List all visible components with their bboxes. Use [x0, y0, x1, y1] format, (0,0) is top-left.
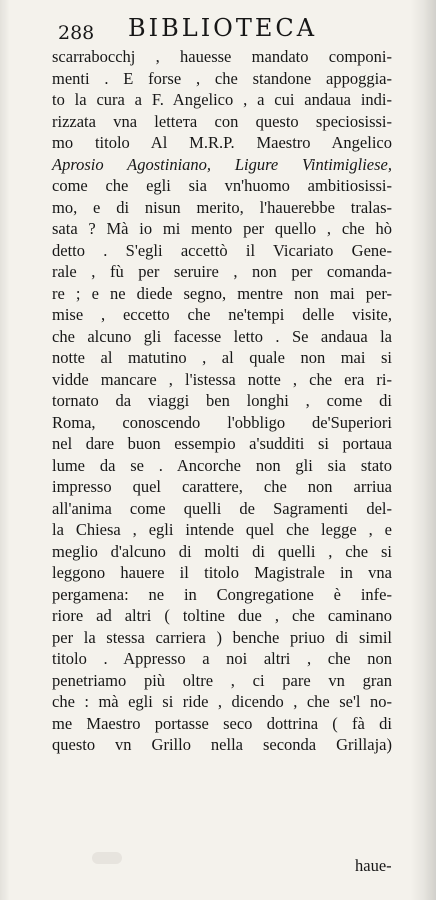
page-number: 288: [58, 22, 95, 44]
text-line: tornato da viaggi ben longhi , come di: [52, 391, 392, 410]
text-line: to la cura a F. Angelico , a cui andaua indi-: [52, 90, 392, 109]
text-line: questo vn Grillo nella seconda Grillaja): [52, 735, 392, 754]
text-line: vidde mancare , l'istessa notte , che era ri-: [52, 369, 392, 389]
text-line: lume da se . Ancorche non gli sia stato: [52, 455, 392, 475]
page-header: [58, 14, 398, 44]
catchword: haue-: [355, 856, 392, 875]
text-line: notte al matutino , al quale non mai si: [52, 348, 392, 367]
text-line: mise , eccetto che ne'tempi delle visite,: [52, 305, 392, 324]
text-line: mo, e di nisun merito, l'hauerebbe tralas-: [52, 197, 392, 217]
text-line: penetriamo più oltre , ci pare vn gran: [52, 670, 392, 690]
text-line: Aprosio Agostiniano, Ligure Vintimigliese,: [52, 154, 392, 174]
text-line: sata ? Mà io mi mento per quello , che hò: [52, 219, 392, 238]
text-line: nel dare buon essempio a'sudditi si portaua: [52, 434, 392, 453]
text-line: riore ad altri ( toltine due , che caminano: [52, 606, 392, 625]
ink-smudge: [92, 852, 122, 864]
gutter-shadow: [410, 0, 436, 900]
text-line: che alcuno gli facesse letto . Se andaua la: [52, 326, 392, 346]
text-line: me Maestro portasse seco dottrina ( fà di: [52, 713, 392, 733]
text-line: all'anima come quelli de Sagramenti del-: [52, 498, 392, 518]
text-line: per la stessa carriera ) benche priuo di simil: [52, 627, 392, 647]
page-left-edge: [0, 0, 10, 900]
text-line: detto . S'egli accettò il Vicariato Gene-: [52, 240, 392, 260]
text-line: rale , fù per seruire , non per comanda-: [52, 262, 392, 281]
text-line: leggono hauere il titolo Magistrale in vna: [52, 563, 392, 582]
body-text: [52, 46, 392, 756]
text-line: titolo . Appresso a noi altri , che non: [52, 649, 392, 668]
text-line: rizzata vna letteтa con questo speciosissi-: [52, 111, 392, 131]
text-line: impresso quel carattere, che non arriua: [52, 477, 392, 496]
text-line: la Chiesa , egli intende quel che legge , e: [52, 520, 392, 539]
text-line: re ; e ne diede segno, mentre non mai per-: [52, 283, 392, 303]
text-line: come che egli sia vn'huomo ambitiosissi-: [52, 176, 392, 195]
text-line: pergamena: ne in Congregatione è infe-: [52, 584, 392, 604]
text-line: scarrabocchj , hauesse mandato componi-: [52, 47, 392, 66]
text-line: menti . E forse , che standone appoggia-: [52, 68, 392, 88]
text-line: che : mà egli si ride , dicendo , che se'l no-: [52, 692, 392, 711]
running-head: BIBLIOTECA: [128, 14, 318, 42]
text-line: Roma, conoscendo l'obbligo de'Superiori: [52, 412, 392, 432]
text-line: mo titolo Al M.R.P. Maestro Angelico: [52, 133, 392, 152]
text-line: meglio d'alcuno di molti di quelli , che si: [52, 541, 392, 561]
